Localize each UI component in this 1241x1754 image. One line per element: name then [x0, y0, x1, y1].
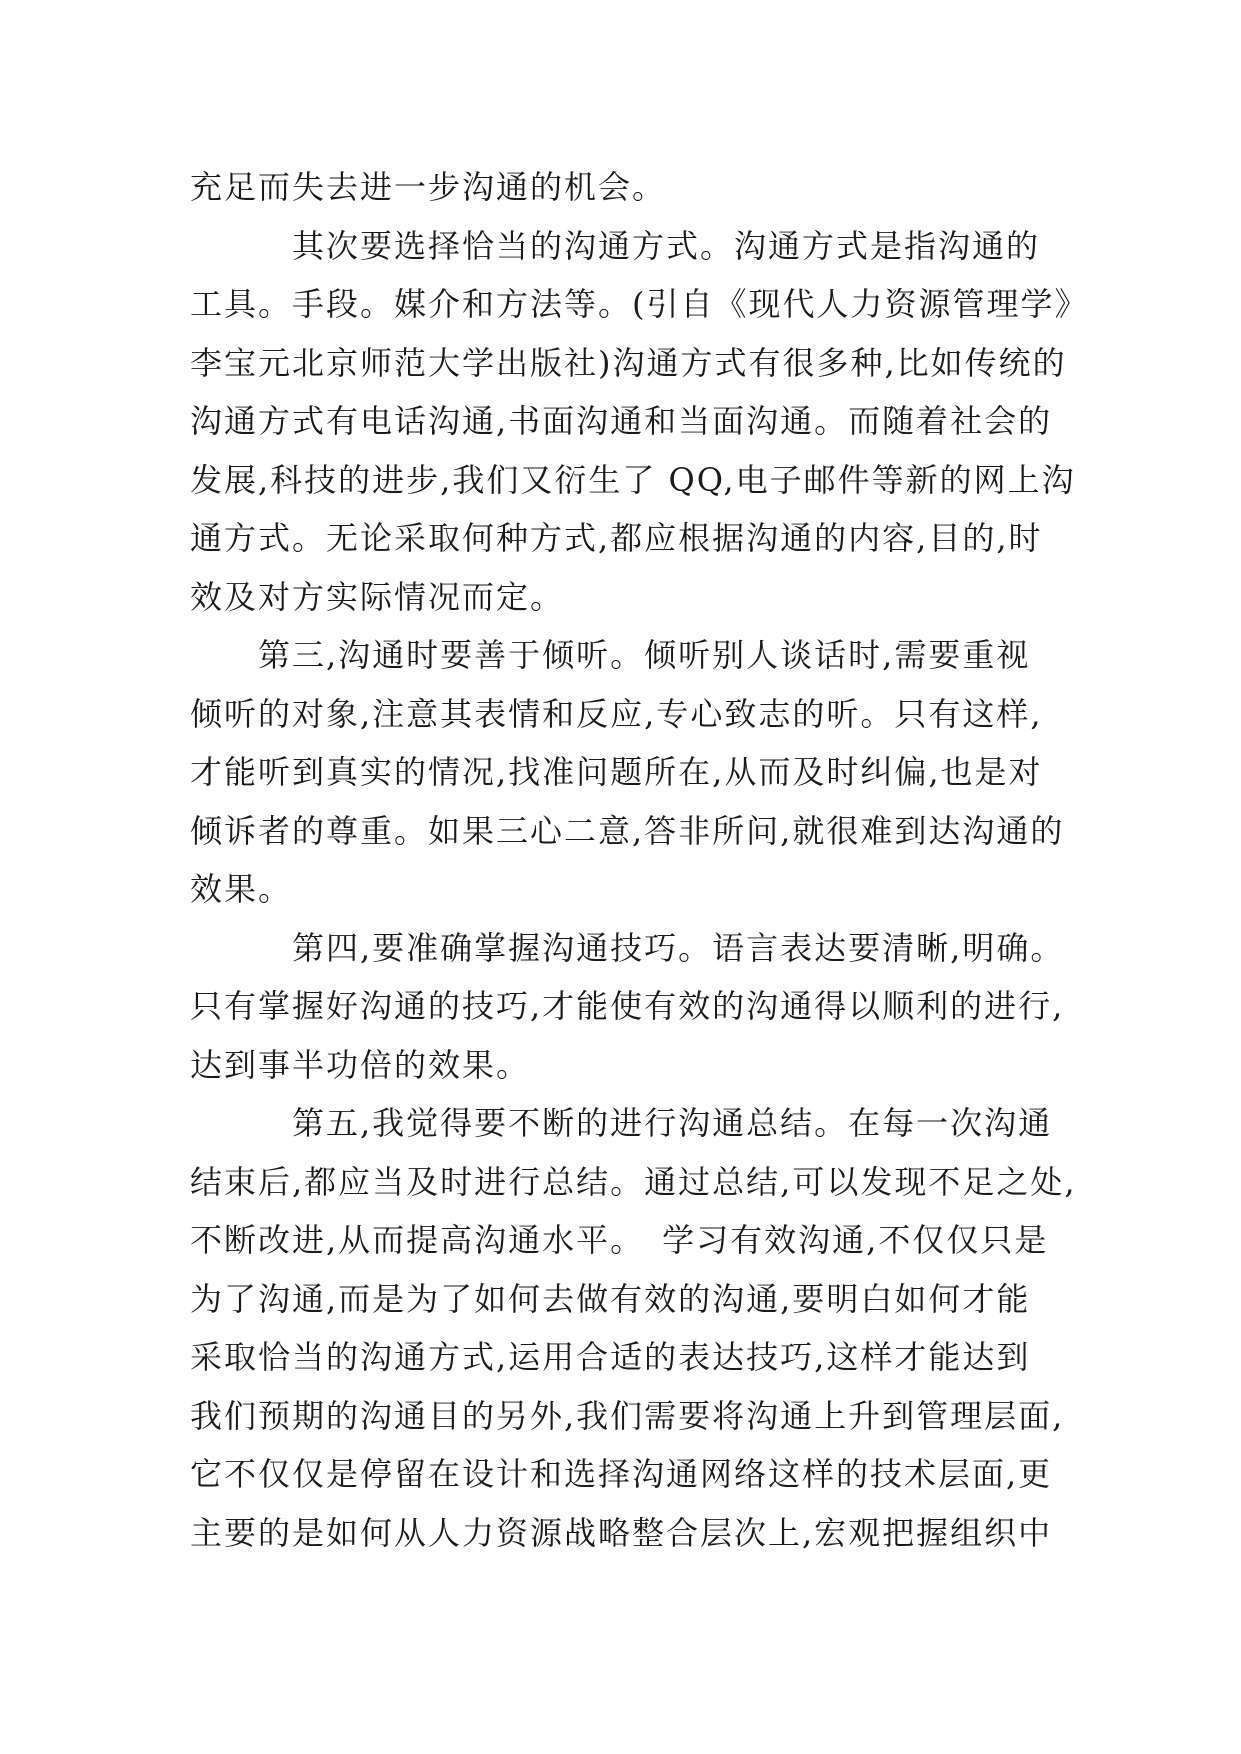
text-line: 主要的是如何从人力资源战略整合层次上,宏观把握组织中	[190, 1513, 1053, 1552]
text-line: 充足而失去进一步沟通的机会。	[190, 168, 667, 206]
text-line: 为了沟通,而是为了如何去做有效的沟通,要明白如何才能	[190, 1279, 1031, 1318]
text-line: 工具。手段。媒介和方法等。(引自《现代人力资源管理学》	[190, 285, 1089, 323]
text-line: 沟通方式有电话沟通,书面沟通和当面沟通。而随着社会的	[190, 402, 1053, 440]
text-line: 第五,我觉得要不断的进行沟通总结。在每一次沟通	[190, 1104, 1053, 1142]
text-line: 我们预期的沟通目的另外,我们需要将沟通上升到管理层面,	[190, 1396, 1065, 1435]
text-line: 第四,要准确掌握沟通技巧。语言表达要清晰,明确。	[190, 928, 1065, 967]
text-line: 结束后,都应当及时进行总结。通过总结,可以发现不足之处,	[190, 1162, 1077, 1201]
text-line: 不断改进,从而提高沟通水平。 学习有效沟通,不仅仅只是	[190, 1221, 1049, 1259]
text-line: 效果。	[190, 870, 293, 908]
text-line: 其次要选择恰当的沟通方式。沟通方式是指沟通的	[190, 226, 1041, 265]
text-line: 倾听的对象,注意其表情和反应,专心致志的听。只有这样,	[190, 694, 1043, 733]
text-line: 才能听到真实的情况,找准问题所在,从而及时纠偏,也是对	[190, 753, 1043, 791]
text-line: 李宝元北京师范大学出版社)沟通方式有很多种,比如传统的	[190, 343, 1067, 382]
text-line: 效及对方实际情况而定。	[190, 577, 565, 616]
text-line: 发展,科技的进步,我们又衍生了 QQ,电子邮件等新的网上沟	[190, 460, 1076, 499]
text-line: 第三,沟通时要善于倾听。倾听别人谈话时,需要重视	[190, 636, 1031, 674]
text-line: 达到事半功倍的效果。	[190, 1045, 531, 1084]
text-line: 采取恰当的沟通方式,运用合适的表达技巧,这样才能达到	[190, 1338, 1031, 1376]
text-line: 倾诉者的尊重。如果三心二意,答非所问,就很难到达沟通的	[190, 811, 1065, 850]
document-body	[190, 158, 1089, 1562]
text-line: 通方式。无论采取何种方式,都应根据沟通的内容,目的,时	[190, 519, 1043, 557]
text-line: 它不仅仅是停留在设计和选择沟通网络这样的技术层面,更	[190, 1455, 1053, 1493]
text-line: 只有掌握好沟通的技巧,才能使有效的沟通得以顺利的进行,	[190, 987, 1065, 1025]
